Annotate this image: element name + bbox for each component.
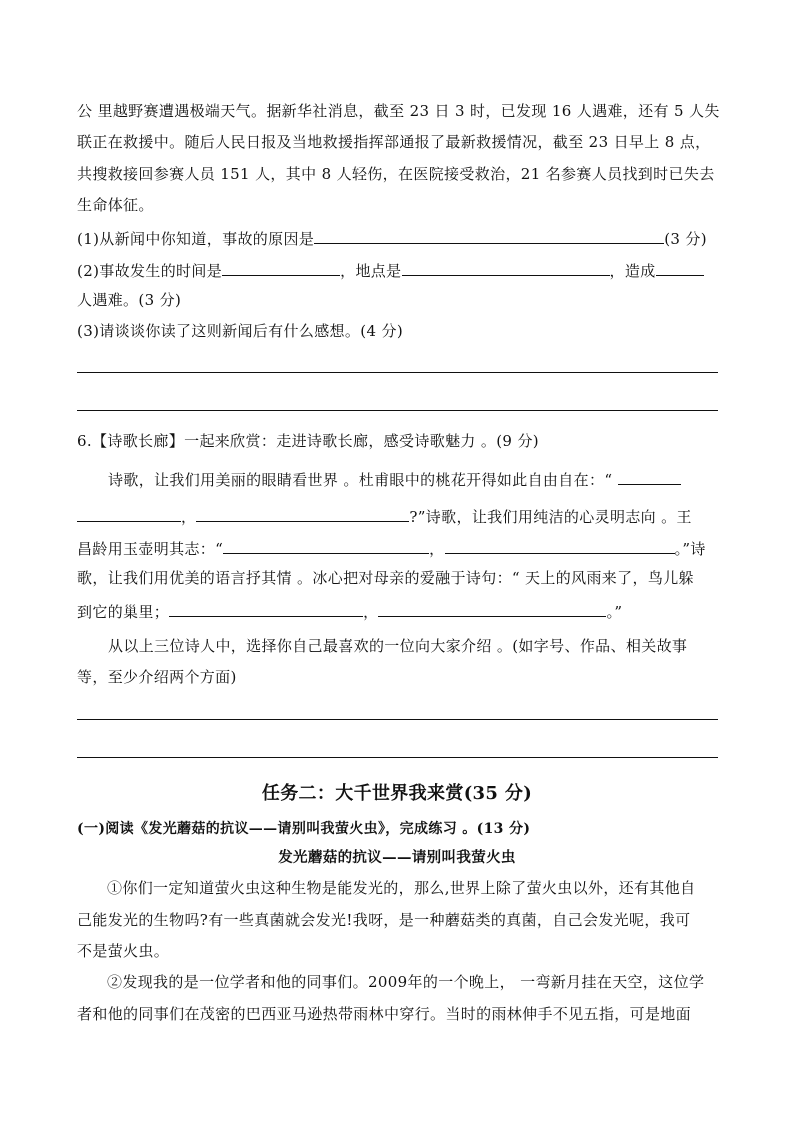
- answer-blank[interactable]: [445, 537, 675, 554]
- q6-p1-line2: [77, 505, 692, 527]
- answer-line[interactable]: [77, 372, 718, 373]
- answer-line[interactable]: [77, 719, 718, 720]
- q5-sub2-text: (2)事故发生的时间是: [77, 262, 223, 280]
- answer-blank[interactable]: [222, 259, 340, 276]
- q6-p1-line1: [108, 468, 681, 490]
- q5-sub2-location-label: ，地点是: [340, 262, 402, 280]
- q5-sub3: (3)请谈谈你读了这则新闻后有什么感想。(4 分): [77, 322, 404, 340]
- answer-blank[interactable]: [378, 600, 606, 617]
- news-line-3: 共搜救接回参赛人员 151 人，其中 8 人轻伤，在医院接受救治，21 名参赛人员找到时已失去: [77, 165, 715, 183]
- article-p1-line2: 己能发光的生物吗?有一些真菌就会发光!我呀，是一种蘑菇类的真菌，自己会发光呢，我可: [77, 911, 691, 929]
- answer-blank[interactable]: [169, 600, 363, 617]
- answer-blank[interactable]: [618, 468, 681, 485]
- answer-blank[interactable]: [196, 505, 409, 522]
- answer-blank[interactable]: [223, 537, 429, 554]
- q6-p1-text: 。”诗: [674, 540, 706, 558]
- q6-comma: ，: [429, 540, 445, 558]
- q6-title: 6.【诗歌长廊】一起来欣赏：走进诗歌长廊，感受诗歌魅力 。(9 分): [77, 432, 539, 450]
- article-title: 发光蘑菇的抗议——请别叫我萤火虫: [278, 849, 516, 866]
- answer-line[interactable]: [77, 410, 718, 411]
- task2-subheading: (一)阅读《发光蘑菇的抗议——请别叫我萤火虫》，完成练习 。(13 分): [77, 821, 531, 837]
- q6-p2-line1: 从以上三位诗人中，选择你自己最喜欢的一位向大家介绍 。(如字号、作品、相关故事: [108, 637, 688, 655]
- article-p2-line1: ②发现我的是一位学者和他的同事们。2009年的一个晚上， 一弯新月挂在天空，这位学: [107, 973, 705, 991]
- q5-sub2: [77, 259, 704, 281]
- answer-line[interactable]: [77, 757, 718, 758]
- q6-p1-text: 昌龄用玉壶明其志：“: [77, 540, 224, 558]
- q5-sub1-text: (1)从新闻中你知道，事故的原因是: [77, 230, 315, 248]
- q6-comma: ，: [363, 603, 379, 621]
- q6-p1-text: ?”诗歌，让我们用纯洁的心灵明志向 。王: [409, 508, 692, 526]
- q6-comma: ，: [181, 508, 197, 526]
- q6-p1-line4: 歌，让我们用优美的语言抒其情 。冰心把对母亲的爱融于诗句：“ 天上的风雨来了，鸟儿躲: [77, 569, 694, 587]
- news-line-2: 联正在救援中。随后人民日报及当地救援指挥部通报了最新救援情况，截至 23 日早上 8 点，: [77, 133, 711, 151]
- answer-blank[interactable]: [402, 259, 610, 276]
- news-line-4: 生命体征。: [77, 196, 154, 214]
- q6-p2-line2: 等，至少介绍两个方面): [77, 668, 237, 686]
- article-p1-line3: 不是萤火虫。: [77, 942, 170, 960]
- q6-p1-text: 到它的巢里；: [77, 603, 170, 621]
- answer-blank[interactable]: [656, 259, 704, 276]
- article-p2-line2: 者和他的同事们在茂密的巴西亚马逊热带雨林中穿行。当时的雨林伸手不见五指，可是地面: [77, 1005, 692, 1023]
- news-line-1: 公 里越野赛遭遇极端天气。据新华社消息，截至 23 日 3 时，已发现 16 人遇难，还有 5 人失: [77, 102, 720, 120]
- article-p1-line1: ①你们一定知道萤火虫这种生物是能发光的，那么,世界上除了萤火虫以外，还有其他自: [107, 879, 696, 897]
- q6-p1-line3: [77, 537, 706, 559]
- q5-sub1: [77, 227, 707, 249]
- answer-blank[interactable]: [314, 227, 664, 244]
- q6-p1-text: 。”: [606, 603, 623, 621]
- task2-heading: 任务二：大千世界我来赏(35 分): [261, 783, 533, 804]
- q6-p1-text: 诗歌，让我们用美丽的眼睛看世界 。杜甫眼中的桃花开得如此自由自在：“: [108, 471, 613, 489]
- q5-sub2-cont: 人遇难。(3 分): [77, 291, 182, 309]
- q6-p1-line5: [77, 600, 622, 622]
- q5-sub2-cause-label: ，造成: [609, 262, 656, 280]
- answer-blank[interactable]: [77, 505, 181, 522]
- q5-sub1-score: (3 分): [664, 230, 707, 248]
